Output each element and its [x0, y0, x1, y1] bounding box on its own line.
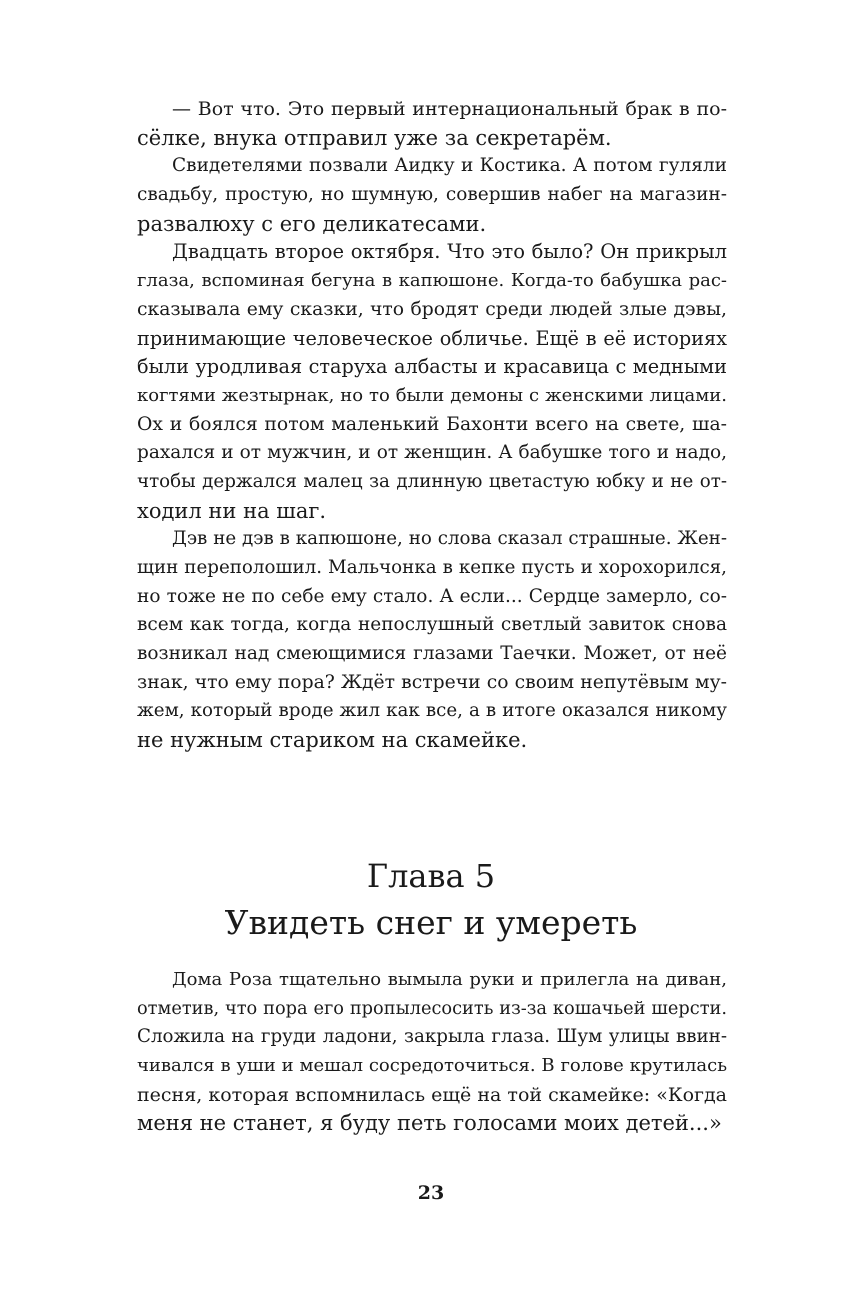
chapter-number: Глава 5 [366, 857, 496, 895]
text-line: жем, который вроде жил как все, а в итоге оказался никому [137, 700, 727, 722]
text-line: меня не станет, я буду петь голосами моих детей...» [137, 1111, 722, 1136]
text-block-top [137, 95, 727, 755]
text-line: сказывала ему сказки, что бродят среди людей злые дэвы, [137, 298, 727, 320]
text-line: принимающие человеческое обличье. Ещё в её историях [137, 326, 727, 350]
text-line: рахался и от мужчин, и от женщин. А бабушке того и надо, [137, 442, 727, 464]
text-line: но тоже не по себе ему стало. А если... Сердце замерло, со- [137, 585, 727, 607]
text-line: Дома Роза тщательно вымыла руки и прилегла на диван, [172, 969, 727, 990]
text-line: чтобы держался малец за длинную цветастую юбку и не от- [137, 470, 727, 492]
text-line: возникал над смеющимися глазами Таечки. Может, от неё [137, 643, 727, 665]
text-line: Сложила на груди ладони, закрыла глаза. Шум улицы ввин- [137, 1026, 727, 1048]
text-line: знак, что ему пора? Ждёт встречи со своим непутёвым му- [137, 671, 727, 693]
text-line: чивался в уши и мешал сосредоточиться. В голове крутилась [137, 1055, 727, 1077]
text-block-bottom [137, 966, 727, 1138]
text-line: щин переполошил. Мальчонка в кепке пусть и хорохорился, [137, 557, 727, 578]
text-line: свадьбу, простую, но шумную, совершив набег на магазин- [137, 184, 727, 206]
text-line: всем как тогда, когда непослушный светлый завиток снова [137, 614, 727, 636]
text-line: сёлке, внука отправил уже за секретарём. [137, 125, 612, 150]
text-line: не нужным стариком на скамейке. [137, 728, 528, 753]
text-line: развалюху с его деликатесами. [137, 211, 487, 236]
text-line: Ох и боялся потом маленький Бахонти всего на свете, ша- [137, 413, 727, 435]
text-line: Двадцать второе октября. Что это было? Он прикрыл [172, 240, 727, 264]
text-line: Свидетелями позвали Аидку и Костика. А потом гуляли [172, 155, 727, 177]
text-line: Дэв не дэв в капюшоне, но слова сказал страшные. Жен- [172, 528, 727, 550]
chapter-title: Увидеть снег и умереть [224, 903, 638, 942]
text-line: песня, которая вспомнилась ещё на той скамейке: «Когда [137, 1083, 727, 1106]
text-line: были уродливая старуха албасты и красавица с медными [137, 355, 727, 379]
text-line: когтями жезтырнак, но то были демоны с женскими лицами. [137, 384, 727, 406]
text-line: ходил ни на шаг. [137, 498, 327, 523]
text-line: — Вот что. Это первый интернациональный брак в по- [172, 98, 727, 120]
text-line: глаза, вспоминая бегуна в капюшоне. Когда-то бабушка рас- [137, 270, 727, 292]
page-number: 23 [417, 1182, 445, 1204]
text-line: отметив, что пора его пропылесосить из-за кошачьей шерсти. [137, 998, 727, 1019]
